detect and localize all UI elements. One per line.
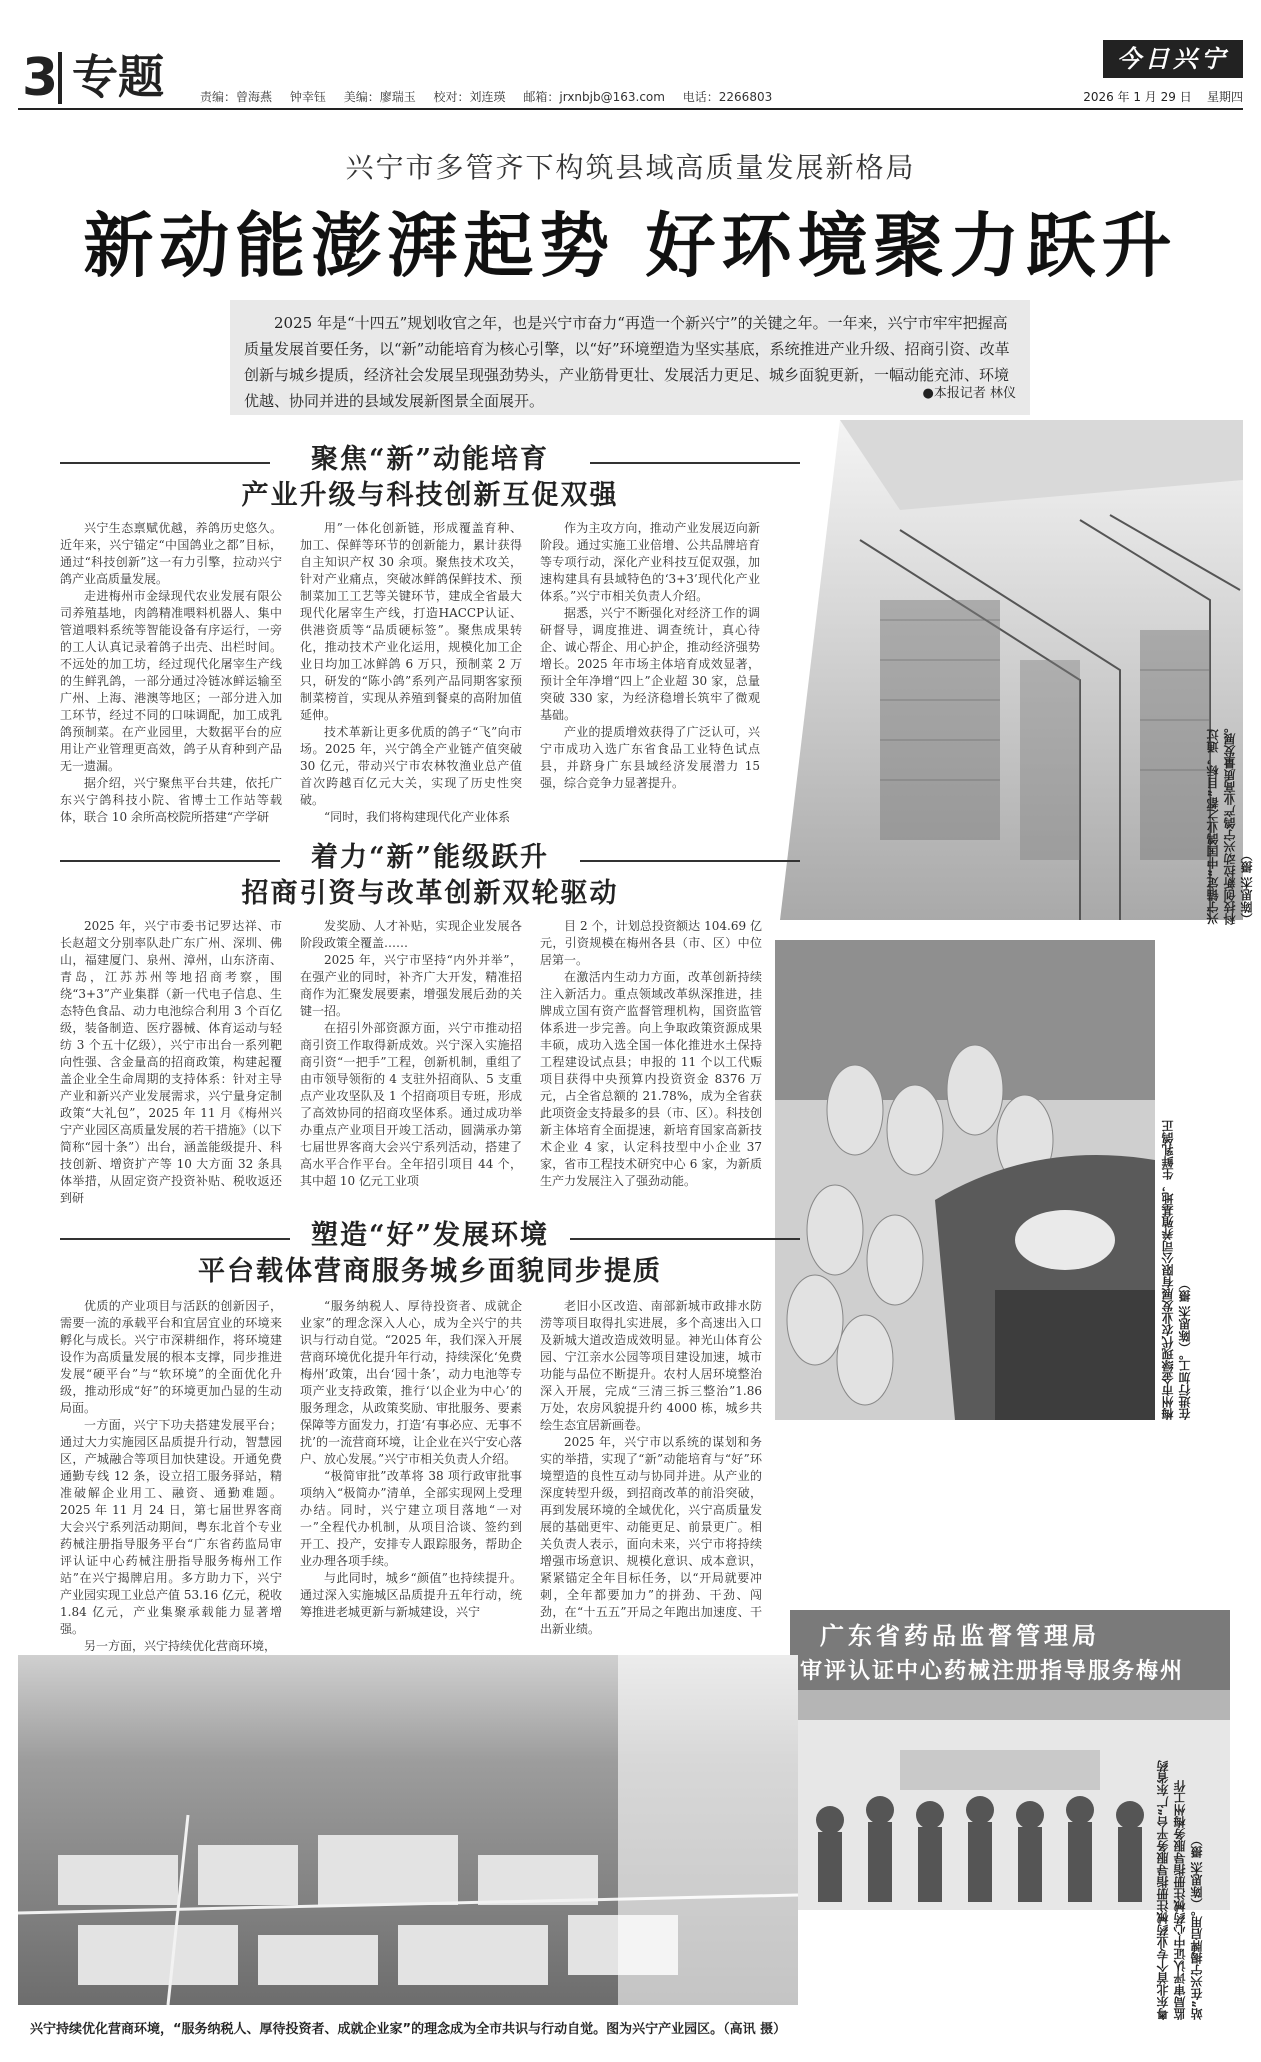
paragraph: 2025 年，兴宁市委书记罗达祥、市长赵超文分别率队赴广东广州、深圳、佛山，福建厦门、泉州、漳州，山东济南、青岛，江苏苏州等地招商考察，围绕“3+3”产业集群（新一代电子信息、生态特色食品、动力电池综合利用 3 个百亿级，装备制造、医疗器械、体育运动与轻纺 3 个五十亿级），兴宁市出台一系列靶向性强、含金量高的招商政策，构建起覆盖企业全生命周期的支持体系：针对主导产业和新兴产业发展需求，兴宁量身定制政策“大礼包”，2025 年 11 月《梅州兴宁产业园区高质量发展的若干措施》（以下简称“园十条”）出台，涵盖能级提升、科技创新、增资扩产等 10 大方面 32 条具体举措，从固定资产投资补贴、税收返还到研: [60, 919, 283, 1205]
paragraph: 产业的提质增效获得了广泛认可，兴宁市成功入选广东省食品工业特色试点县，并跻身广东县域经济发展潜力 15 强，综合竞争力显著提升。: [540, 725, 760, 790]
email-credit: 邮箱：jrxnbjb@163.com: [523, 90, 665, 104]
section1-title-line2: 产业升级与科技创新互促双强: [241, 480, 619, 511]
section2-rule-right: [580, 860, 800, 862]
paragraph: 另一方面，兴宁持续优化营商环境，: [84, 1639, 277, 1653]
paragraph: 优质的产业项目与活跃的创新因子，需要一流的承载平台和宜居宜业的环境来孵化与成长。兴宁市深耕细作，将环境建设作为高质量发展的根本支撑，同步推进发展“硬平台”与“软环境”的全面优化升级，推动形成“好”的环境更加凸显的生动局面。: [60, 1299, 282, 1415]
industrial-park-caption: 兴宁持续优化营商环境，“服务纳税人、厚待投资者、成就企业家”的理念成为全市共识与行动自觉。图为兴宁产业园区。（高讯 摄）: [30, 2022, 787, 2037]
processing-illustration: [775, 940, 1155, 1420]
paragraph: 在招引外部资源方面，兴宁市推动招商引资工作取得新成效。兴宁深入实施招商引资“一把手”工程，创新机制，重组了由市领导领衔的 4 支驻外招商队、5 支重点产业攻坚队及 1 个招商项目专班，形成了高效协同的招商攻坚体系。通过成功举办重点产业项目开竣工活动，圆满承办第七届世界客商大会兴宁系列活动，搭建了高水平合作平台。全年招引项目 44 个，其中超 10 亿元工业项: [300, 1021, 522, 1188]
industrial-park-illustration: [18, 1655, 798, 2005]
industrial-park-photo: [18, 1655, 798, 2005]
section3-rule-left: [60, 1238, 290, 1240]
editorial-credits: [200, 88, 786, 105]
newspaper-logo: 今日兴宁: [1103, 40, 1243, 78]
editor2-credit: 钟幸钰: [289, 90, 326, 104]
paragraph: 一方面，兴宁下功夫搭建发展平台；通过大力实施园区品质提升行动，智慧园区，产城融合等项目加快建设。开通免费通勤专线 12 条，设立招工服务驿站，精准破解企业用工、融资、通勤难题。2025 年 11 月 24 日，第七届世界客商大会兴宁系列活动期间，粤东北首个专业药械注册指导服务平台“广东省药监局审评认证中心药械注册指导服务梅州工作站”在兴宁揭牌启用。多方助力下，兴宁产业园实现工业总产值 53.16 亿元，税收 1.84 亿元，产业集聚承载能力显著增强。: [60, 1418, 282, 1636]
section1-column1: [60, 520, 282, 824]
paragraph: 在激活内生动力方面，改革创新持续注入新活力。重点领域改革纵深推进，挂牌成立国有资产监督管理机构，国资监管体系进一步完善。向上争取政策资源成果丰硕，成功入选全国一体化推进水土保持工程建设试点县；申报的 11 个以工代赈项目获得中央预算内投资资金 8376 万元，占全省总额的 21.78%，成为全省获此项资金支持最多的县（市、区）。科技创新主体培育全面提速，新培育国家高新技术企业 4 家，认定科技型中小企业 37 家，省市工程技术研究中心 6 家，为新质生产力发展注入了强劲动能。: [540, 970, 763, 1188]
header-divider: [58, 52, 62, 104]
section2-title-line1: 着力“新”能级跃升: [310, 842, 550, 873]
section3-title: [60, 1218, 800, 1290]
section3-title-line1: 塑造“好”发展环境: [310, 1220, 550, 1251]
paragraph: 作为主攻方向，推动产业发展迈向新阶段。通过实施工业倍增、公共品牌培育等专项行动，深化产业科技互促双强，加速构建具有县域特色的‘3+3’现代化产业体系。”兴宁市相关负责人介绍。: [540, 521, 760, 603]
processing-photo: [775, 940, 1155, 1420]
section3-column3: [540, 1298, 762, 1643]
signboard-text-line1: 广东省药品监督管理局: [820, 1621, 1100, 1650]
section2-title: [60, 840, 800, 912]
paragraph: 据介绍，兴宁聚焦平台共建，依托广东兴宁鸽科技小院、省博士工作站等载体，联合 10 余所高校院所搭建“产学研: [60, 776, 282, 824]
article-headline: 新动能澎湃起势 好环境聚力跃升: [83, 204, 1178, 287]
editor-credit: 责编：曾海燕: [200, 90, 273, 104]
header-rule: [18, 108, 1243, 110]
designer-credit: 美编：廖瑞玉: [343, 90, 416, 104]
pigeon-farm-illustration: [780, 420, 1243, 920]
article-subhead: 兴宁市多管齐下构筑县域高质量发展新格局: [345, 151, 916, 184]
section3-rule-right: [570, 1238, 800, 1240]
phone-credit: 电话：2266803: [682, 90, 773, 104]
paragraph: 兴宁生态禀赋优越，养鸽历史悠久。近年来，兴宁锚定“中国鸽业之都”目标，通过“科技创新”这一有力引擎，拉动兴宁鸽产业高质量发展。: [60, 521, 282, 586]
paragraph: 用”一体化创新链，形成覆盖育种、加工、保鲜等环节的创新能力，累计获得自主知识产权 30 余项。聚焦技术攻关，针对产业痛点，突破冰鲜鸽保鲜技术、预制菜加工工艺等关键环节，建成全省最大现代化屠宰生产线，打造HACCP认证、供港资质等“品质硬标签”。聚焦成果转化，推动技术产业化运用，规模化加工企业日均加工冰鲜鸽 6 万只，预制菜 2 万只，研发的“陈小鸽”系列产品同期客家预制菜榜首，实现从养殖到餐桌的高附加值延伸。: [300, 521, 522, 722]
section2-column3: [540, 918, 762, 1203]
date-text: 2026 年 1 月 29 日: [1083, 90, 1192, 104]
paragraph: “服务纳税人、厚待投资者、成就企业家”的理念深入人心，成为全兴宁的共识与行动自觉。“2025 年，我们深入开展营商环境优化提升年行动，持续深化‘免费梅州’政策，出台‘园十条’，动力电池等专项产业支持政策，推行‘以企业为中心’的服务理念，从政策奖励、审批服务、要素保障等方面发力，打造‘有事必应、无事不扰’的一流营商环境，让企业在兴宁安心落户、放心发展。”兴宁市相关负责人介绍。: [300, 1299, 522, 1466]
paragraph: 目 2 个，计划总投资额达 104.69 亿元，引资规模在梅州各县（市、区）中位居第一。: [540, 919, 762, 967]
paragraph: 据悉，兴宁不断强化对经济工作的调研督导，调度推进、调查统计，真心待企、诚心帮企、用心护企，推动经济强势增长。2025 年市场主体培育成效显著，预计全年净增“四上”企业超 30 家，总量突破 330 家，为经济稳增长筑牢了微观基础。: [540, 606, 760, 722]
section1-title-line1: 聚焦“新”动能培育: [310, 444, 550, 475]
section1-rule-right: [590, 462, 800, 464]
weekday-text: 星期四: [1206, 90, 1243, 104]
section3-column1: [60, 1298, 282, 1653]
section1-column2: [300, 520, 522, 824]
section3-column2: [300, 1298, 522, 1643]
section-name: 专题: [72, 50, 164, 104]
signboard-text-line2: 审评认证中心药械注册指导服务梅州: [800, 1658, 1185, 1684]
byline: ●本报记者 林仪: [922, 386, 1016, 401]
issue-date: [1083, 88, 1243, 105]
pigeon-farm-caption: 兴宁锚定“中国鸽业之都”目标，通过科技创新拉动兴宁鸽产业高质量发展。（陈思杰 摄）: [1206, 721, 1254, 925]
section2-column2: [300, 918, 522, 1203]
section1-column3: [540, 520, 760, 815]
paragraph: 老旧小区改造、南部新城市政排水防涝等项目取得扎实进展，多个高速出入口及新城大道改造成效明显。神光山体育公园、宁江亲水公园等项目建设加速，城市功能与品位不断提升。农村人居环境整治深入开展，完成“三清三拆三整治”1.86 万处，农房风貌提升约 4000 栋，城乡共绘生态宜居新画卷。: [540, 1299, 762, 1432]
section3-title-line2: 平台载体营商服务城乡面貌同步提质: [198, 1256, 662, 1287]
article-lead: [230, 300, 1030, 415]
pigeon-farm-photo: [780, 420, 1243, 920]
section2-title-line2: 招商引资与改革创新双轮驱动: [241, 878, 619, 909]
paragraph: “同时，我们将构建现代化产业体系: [324, 810, 511, 824]
paragraph: 与此同时，城乡“颜值”也持续提升。通过深入实施城区品质提升五年行动，统筹推进老城更新与新城建设，兴宁: [300, 1571, 522, 1619]
section2-rule-left: [60, 860, 280, 862]
processing-caption: 梅州市金绿现代农业发展有限公司养殖基地，生鲜乳鸽正在进行加工。（陈思杰 摄）: [1161, 1120, 1192, 1420]
section1-rule-left: [60, 462, 270, 464]
proof-credit: 校对：刘连瑛: [433, 90, 506, 104]
paragraph: “极简审批”改革将 38 项行政审批事项纳入“极简办”清单，全部实现网上受理办结。同时，兴宁建立项目落地“一对一”全程代办机制，从项目洽谈、签约到开工、投产，安排专人跟踪服务，帮助企业办理各项手续。: [300, 1469, 522, 1568]
paragraph: 2025 年，兴宁市坚持“内外并举”，在强产业的同时，补齐广大开发，精准招商作为汇聚发展要素，增强发展后劲的关键一招。: [300, 953, 522, 1018]
section2-column1: [60, 918, 282, 1203]
paragraph: 技术革新让更多优质的鸽子“飞”向市场。2025 年，兴宁鸽全产业链产值突破 30 亿元，带动兴宁市农林牧渔业总产值首次跨越百亿元大关，实现了历史性突破。: [300, 725, 522, 807]
paragraph: 发奖励、人才补贴，实现企业发展各阶段政策全覆盖……: [300, 919, 522, 950]
signboard-caption: 粤东北首个专业药械注册指导服务平台“广东省药监局审评认证中心药械注册指导服务梅州工作站”在兴宁揭牌启用。（陈思杰 摄）: [1156, 1760, 1204, 2020]
paragraph: 2025 年，兴宁市以系统的谋划和务实的举措，实现了“新”动能培育与“好”环境塑造的良性互动与协同并进。从产业的深度转型升级，到招商改革的前沿突破，再到发展环境的全域优化，兴宁高质量发展的基础更牢、动能更足、前景更广。相关负责人表示，面向未来，兴宁市将持续增强市场意识、规模化意识、成本意识，紧紧锚定全年目标任务，以“开局就要冲刺，全年都要加力”的拼劲、干劲、闯劲，在“十五五”开局之年跑出加速度、干出新业绩。: [540, 1435, 762, 1636]
paragraph: 走进梅州市金绿现代农业发展有限公司养殖基地，肉鸽精准喂料机器人、集中管道喂料系统等智能设备有序运行，一旁的工人认真记录着鸽子出壳、出栏时间。不远处的加工坊，经过现代化屠宰生产线的生鲜乳鸽，一部分通过冷链冰鲜运输至广州、上海、港澳等地区；一部分进入加工环节，经过不同的口味调配，加工成乳鸽预制菜。在产业园里，大数据平台的应用让产业管理更高效，鸽子从育种到产品无一遗漏。: [60, 589, 282, 773]
page-number: 3: [22, 48, 59, 108]
lead-text: 2025 年是“十四五”规划收官之年，也是兴宁市奋力“再造一个新兴宁”的关键之年。一年来，兴宁市牢牢把握高质量发展首要任务，以“新”动能培育为核心引擎，以“好”环境塑造为坚实基底，系统推进产业升级、招商引资、改革创新与城乡提质，经济社会发展呈现强劲势头，产业筋骨更壮、发展活力更足、城乡面貌更新，一幅动能充沛、环境优越、协同并进的县域发展新图景全面展开。: [244, 314, 1010, 410]
section1-title: [60, 442, 800, 514]
